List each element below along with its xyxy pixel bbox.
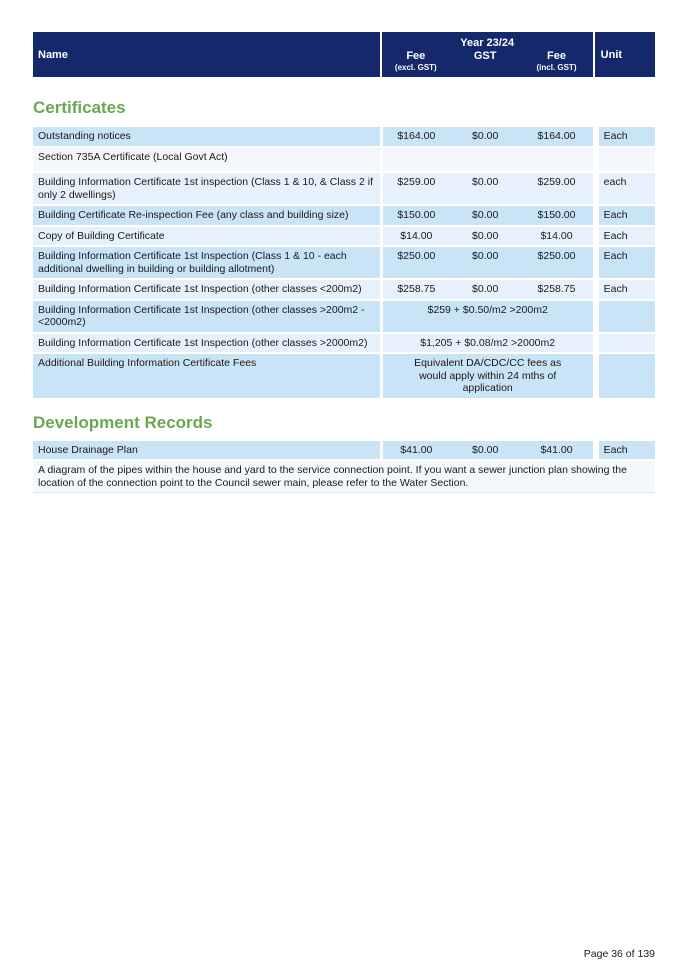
table-row xyxy=(33,461,655,493)
table-row xyxy=(33,206,655,227)
table-row xyxy=(33,227,655,248)
row-name: Building Information Certificate 1st Inspection (other classes <200m2) xyxy=(33,280,380,301)
fee-schedule-page xyxy=(33,32,655,493)
table-row xyxy=(33,301,655,334)
row-unit: Each xyxy=(593,227,655,248)
header-fee-excl-sub: (excl. GST) xyxy=(394,63,437,72)
header-year: Year 23/24 xyxy=(380,32,593,50)
table-row xyxy=(33,127,655,148)
row-name: Section 735A Certificate (Local Govt Act) xyxy=(33,148,380,174)
row-gst: $0.00 xyxy=(450,227,520,248)
row-combined-fee: $259 + $0.50/m2 >200m2 xyxy=(380,301,593,334)
header-name: Name xyxy=(33,32,380,77)
table-row xyxy=(33,334,655,355)
row-gst: $0.00 xyxy=(450,441,520,462)
row-unit: Each xyxy=(593,206,655,227)
row-gst: $0.00 xyxy=(450,173,520,206)
row-fee: $41.00 xyxy=(380,441,450,462)
row-fee: $258.75 xyxy=(380,280,450,301)
row-incl: $41.00 xyxy=(520,441,592,462)
row-incl: $250.00 xyxy=(520,247,592,280)
table-row xyxy=(33,280,655,301)
table-header xyxy=(33,32,655,77)
development-records-table xyxy=(33,441,655,494)
row-fee: $150.00 xyxy=(380,206,450,227)
row-name: House Drainage Plan xyxy=(33,441,380,462)
certificates-table xyxy=(33,127,655,400)
header-fee-excl xyxy=(380,50,450,77)
row-fee: $259.00 xyxy=(380,173,450,206)
row-unit: Each xyxy=(593,280,655,301)
row-name: Building Information Certificate 1st Inspection (Class 1 & 10 - each additional dwelling in building or building allotment) xyxy=(33,247,380,280)
row-name: Copy of Building Certificate xyxy=(33,227,380,248)
row-incl: $258.75 xyxy=(520,280,592,301)
table-row xyxy=(33,441,655,462)
header-fee-incl-sub: (incl. GST) xyxy=(536,63,577,72)
row-name: Building Certificate Re-inspection Fee (any class and building size) xyxy=(33,206,380,227)
row-note: A diagram of the pipes within the house and yard to the service connection point. If you want a sewer junction plan showing the location of the connection point to the Council sewer main, please refer to the Water Section. xyxy=(33,461,655,493)
row-name: Building Information Certificate 1st inspection (Class 1 & 10, & Class 2 if only 2 dwellings) xyxy=(33,173,380,206)
header-fee-incl-label: Fee xyxy=(547,50,566,62)
row-fee: $250.00 xyxy=(380,247,450,280)
header-unit: Unit xyxy=(593,32,655,77)
table-row xyxy=(33,173,655,206)
row-unit: each xyxy=(593,173,655,206)
row-incl: $164.00 xyxy=(520,127,592,148)
header-gst xyxy=(450,50,520,77)
row-gst: $0.00 xyxy=(450,247,520,280)
row-name: Building Information Certificate 1st Inspection (other classes >2000m2) xyxy=(33,334,380,355)
header-fee-incl xyxy=(520,50,592,77)
header-gst-label: GST xyxy=(473,50,497,62)
row-incl: $150.00 xyxy=(520,206,592,227)
page-number: Page 36 of 139 xyxy=(583,948,655,960)
section-title-certificates: Certificates xyxy=(33,98,126,117)
row-unit: Each xyxy=(593,441,655,462)
row-incl: $14.00 xyxy=(520,227,592,248)
row-combined-fee: Equivalent DA/CDC/CC fees as would apply within 24 mths of application xyxy=(380,354,593,400)
row-gst: $0.00 xyxy=(450,280,520,301)
row-unit: Each xyxy=(593,247,655,280)
section-title-development-records: Development Records xyxy=(33,412,213,432)
row-fee: $164.00 xyxy=(380,127,450,148)
row-name: Outstanding notices xyxy=(33,127,380,148)
row-incl: $259.00 xyxy=(520,173,592,206)
row-fee: $14.00 xyxy=(380,227,450,248)
table-row xyxy=(33,148,655,174)
row-name: Building Information Certificate 1st Inspection (other classes >200m2 - <2000m2) xyxy=(33,301,380,334)
row-combined-fee: $1,205 + $0.08/m2 >2000m2 xyxy=(380,334,593,355)
row-gst: $0.00 xyxy=(450,206,520,227)
table-row xyxy=(33,247,655,280)
row-unit: Each xyxy=(593,127,655,148)
table-row xyxy=(33,354,655,400)
row-name: Additional Building Information Certificate Fees xyxy=(33,354,380,400)
header-fee-excl-label: Fee xyxy=(406,50,426,62)
row-gst: $0.00 xyxy=(450,127,520,148)
